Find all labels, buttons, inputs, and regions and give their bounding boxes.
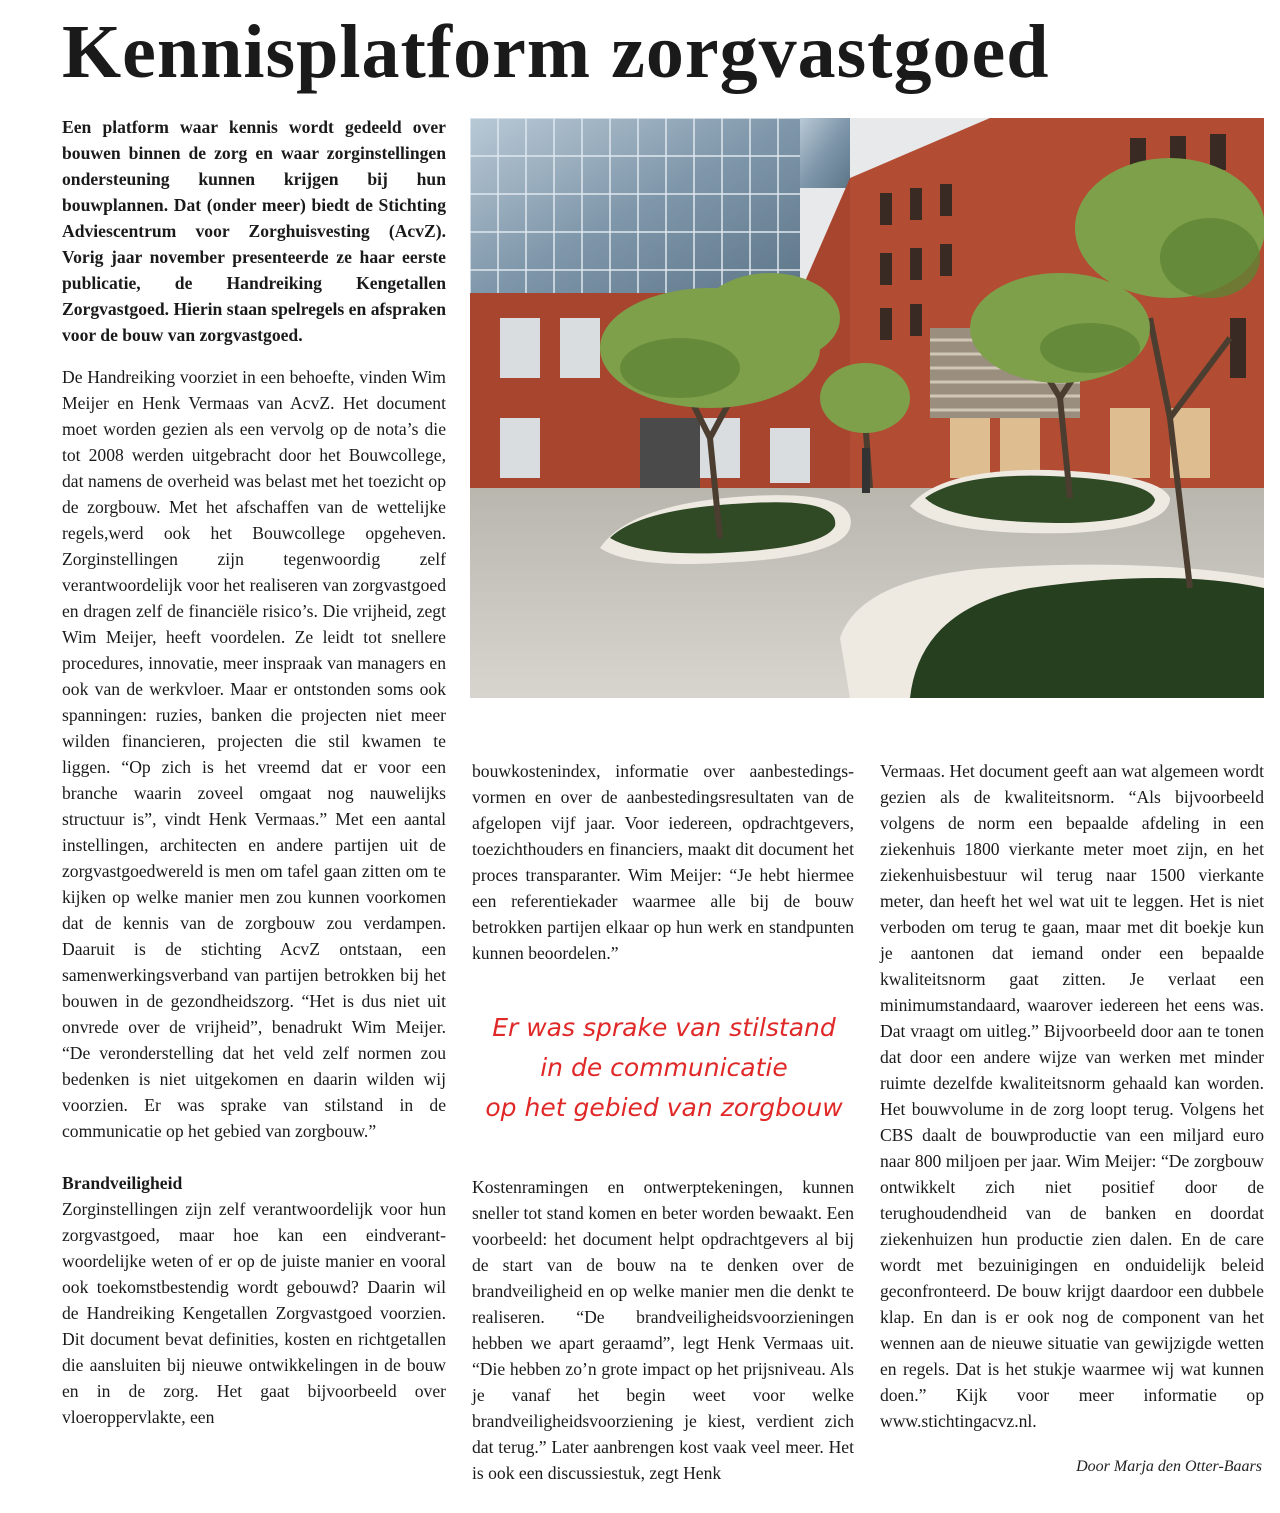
courtyard-photo — [470, 118, 1264, 698]
article-body-paragraph: Vermaas. Het document geeft aan wat algemeen wordt gezien als de kwaliteitsnorm. “Als bijvoorbeeld volgens de norm een bepaalde afdeling in een ziekenhuis 1800 vierkante meter moet zijn, en het ziekenhuisbestuur wil terug naar 1500 vierkante meter, dan heeft het wel wat uit te leggen. Het is niet verboden om terug te gaan, maar met dit boekje kun je aantonen dat iemand onder een bepaalde kwaliteitsnorm gaat zitten. Je verlaat een minimumstandaard, waarover iedereen het eens was. Dat vraagt om uitleg.” Bijvoorbeeld door aan te tonen dat door een andere wijze van werken met minder ruimte dezelfde kwaliteitsnorm gehaald kan worden. Het bouwvolume in de zorg loopt terug. Volgens het CBS daalt de bouwproductie van een miljard euro naar 800 miljoen per jaar. Wim Meijer: “De zorgbouw ontwikkelt zich niet positief door de terughoudendheid van de banken en doordat ziekenhuizen hun productie zien dalen. En de care wordt met bezuinigingen en onduidelijk beleid geconfronteerd. De bouw krijgt daardoor een dubbele klap. En dan is er ook nog de component van het wennen aan de nieuwe situatie van gewijzigde wetten en regels. Dat is het stukje waarmee wij wat kunnen doen.” Kijk voor meer informatie op www.stichtingacvz.nl. — [880, 761, 1264, 1431]
article-column-1 — [62, 114, 446, 1430]
pull-quote-line: in de communicatie — [540, 1053, 788, 1082]
author-byline: Door Marja den Otter-Baars — [1076, 1458, 1262, 1475]
pull-quote — [466, 1008, 862, 1128]
article-intro: Een platform waar kennis wordt gedeeld over bouwen binnen de zorg en waar zorginstellingen ondersteuning kunnen krijgen bij hun bouwplannen. Dat (onder meer) biedt de Stichting Adviescentrum voor Zorghuisvesting (AcvZ). Vorig jaar november presenteerde ze haar eerste publicatie, de Handreiking Kengetallen Zorgvastgoed. Hierin staan spelregels en afspraken voor de bouw van zorgvastgoed. — [62, 117, 446, 345]
article-column-2-continued — [472, 1174, 854, 1486]
article-title: Kennisplatform zorgvastgoed — [62, 10, 1050, 94]
article-column-3 — [880, 758, 1264, 1434]
article-body-paragraph: Zorginstellingen zijn zelf verantwoordelijk voor hun zorgvastgoed, maar hoe kan een eindverantwoordelijke weten of er op de juiste manier en vooral ook toekomstbestendig wordt gebouwd? Daarin wil de Handreiking Kengetallen Zorgvastgoed voorzien. Dit document bevat definities, kosten en richtgetallen die aansluiten bij nieuwe ontwikkelingen in de bouw en in de zorg. Het gaat bijvoorbeeld over vloeroppervlakte, een — [62, 1199, 446, 1427]
article-body-paragraph: Kostenramingen en ontwerptekeningen, kunnen sneller tot stand komen en beter worden bewaakt. Een voorbeeld: het document helpt opdrachtgevers al bij de start van de bouw na te denken over de brandveiligheid en op welke manier men die denkt te realiseren. “De brandveiligheidsvoorzieningen hebben we apart geraamd”, legt Henk Vermaas uit. “Die hebben zo’n grote impact op het prijsniveau. Als je vanaf het begin weet voor welke brandveiligheidsvoorziening je kiest, verdient zich dat terug.” Later aanbrengen kost vaak veel meer. Het is ook een discussiestuk, zegt Henk — [472, 1177, 854, 1483]
article-column-2 — [472, 758, 854, 966]
pull-quote-line: Er was sprake van stilstand — [492, 1013, 836, 1042]
pull-quote-line: op het gebied van zorgbouw — [485, 1093, 843, 1122]
article-body-paragraph: De Handreiking voorziet in een behoefte, vinden Wim Meijer en Henk Vermaas van AcvZ. Het document moet worden gezien als een vervolg op de nota’s die tot 2008 werden uitgebracht door het Bouwcollege, dat namens de overheid was belast met het toezicht op de zorgbouw. Met het afschaffen van de wettelijke regels,werd ook het Bouwcollege opgeheven. Zorginstellingen zijn tegenwoordig zelf verantwoordelijk voor het realiseren van zorgvastgoed en dragen zelf de financiële risico’s. Die vrijheid, zegt Wim Meijer, heeft voordelen. Ze leidt tot snellere procedures, innovatie, meer inspraak van managers en ook van de werkvloer. Maar er ontstonden soms ook spanningen: ruzies, banken die projecten niet meer wilden financieren, projecten die stil kwamen te liggen. “Op zich is het vreemd dat er voor een branche waarin zoveel omgaat nog nauwelijks structuur is”, vindt Henk Vermaas.” Met een aantal instellingen, architecten en andere partijen uit de zorgvastgoedwereld is men om tafel gaan zitten om te kijken op welke manier men zou kunnen voorkomen dat de kennis van de zorgbouw zou verdampen. Daaruit is de stichting AcvZ ontstaan, een samenwerkingsverband van partijen betrokken bij het bouwen in de gezondheidszorg. “Het is dus niet uit onvrede over de vrijheid”, benadrukt Wim Meijer. “De veronderstelling dat het veld zelf normen zou bedenken is niet uitgekomen en daarin wilden wij voorzien. Er was sprake van stilstand in de communicatie op het gebied van zorgbouw.” — [62, 367, 446, 1141]
section-heading: Brandveiligheid — [62, 1173, 183, 1193]
article-body-paragraph: bouwkostenindex, informatie over aanbestedingsvormen en over de aanbestedingsresultaten van de afgelopen vijf jaar. Voor iedereen, opdrachtgevers, toezichthouders en financiers, maakt dit document het proces transparanter. Wim Meijer: “Je hebt hiermee een referentiekader waarmee alle bij de bouw betrokken partijen elkaar op hun werk en standpunten kunnen beoordelen.” — [472, 761, 854, 963]
